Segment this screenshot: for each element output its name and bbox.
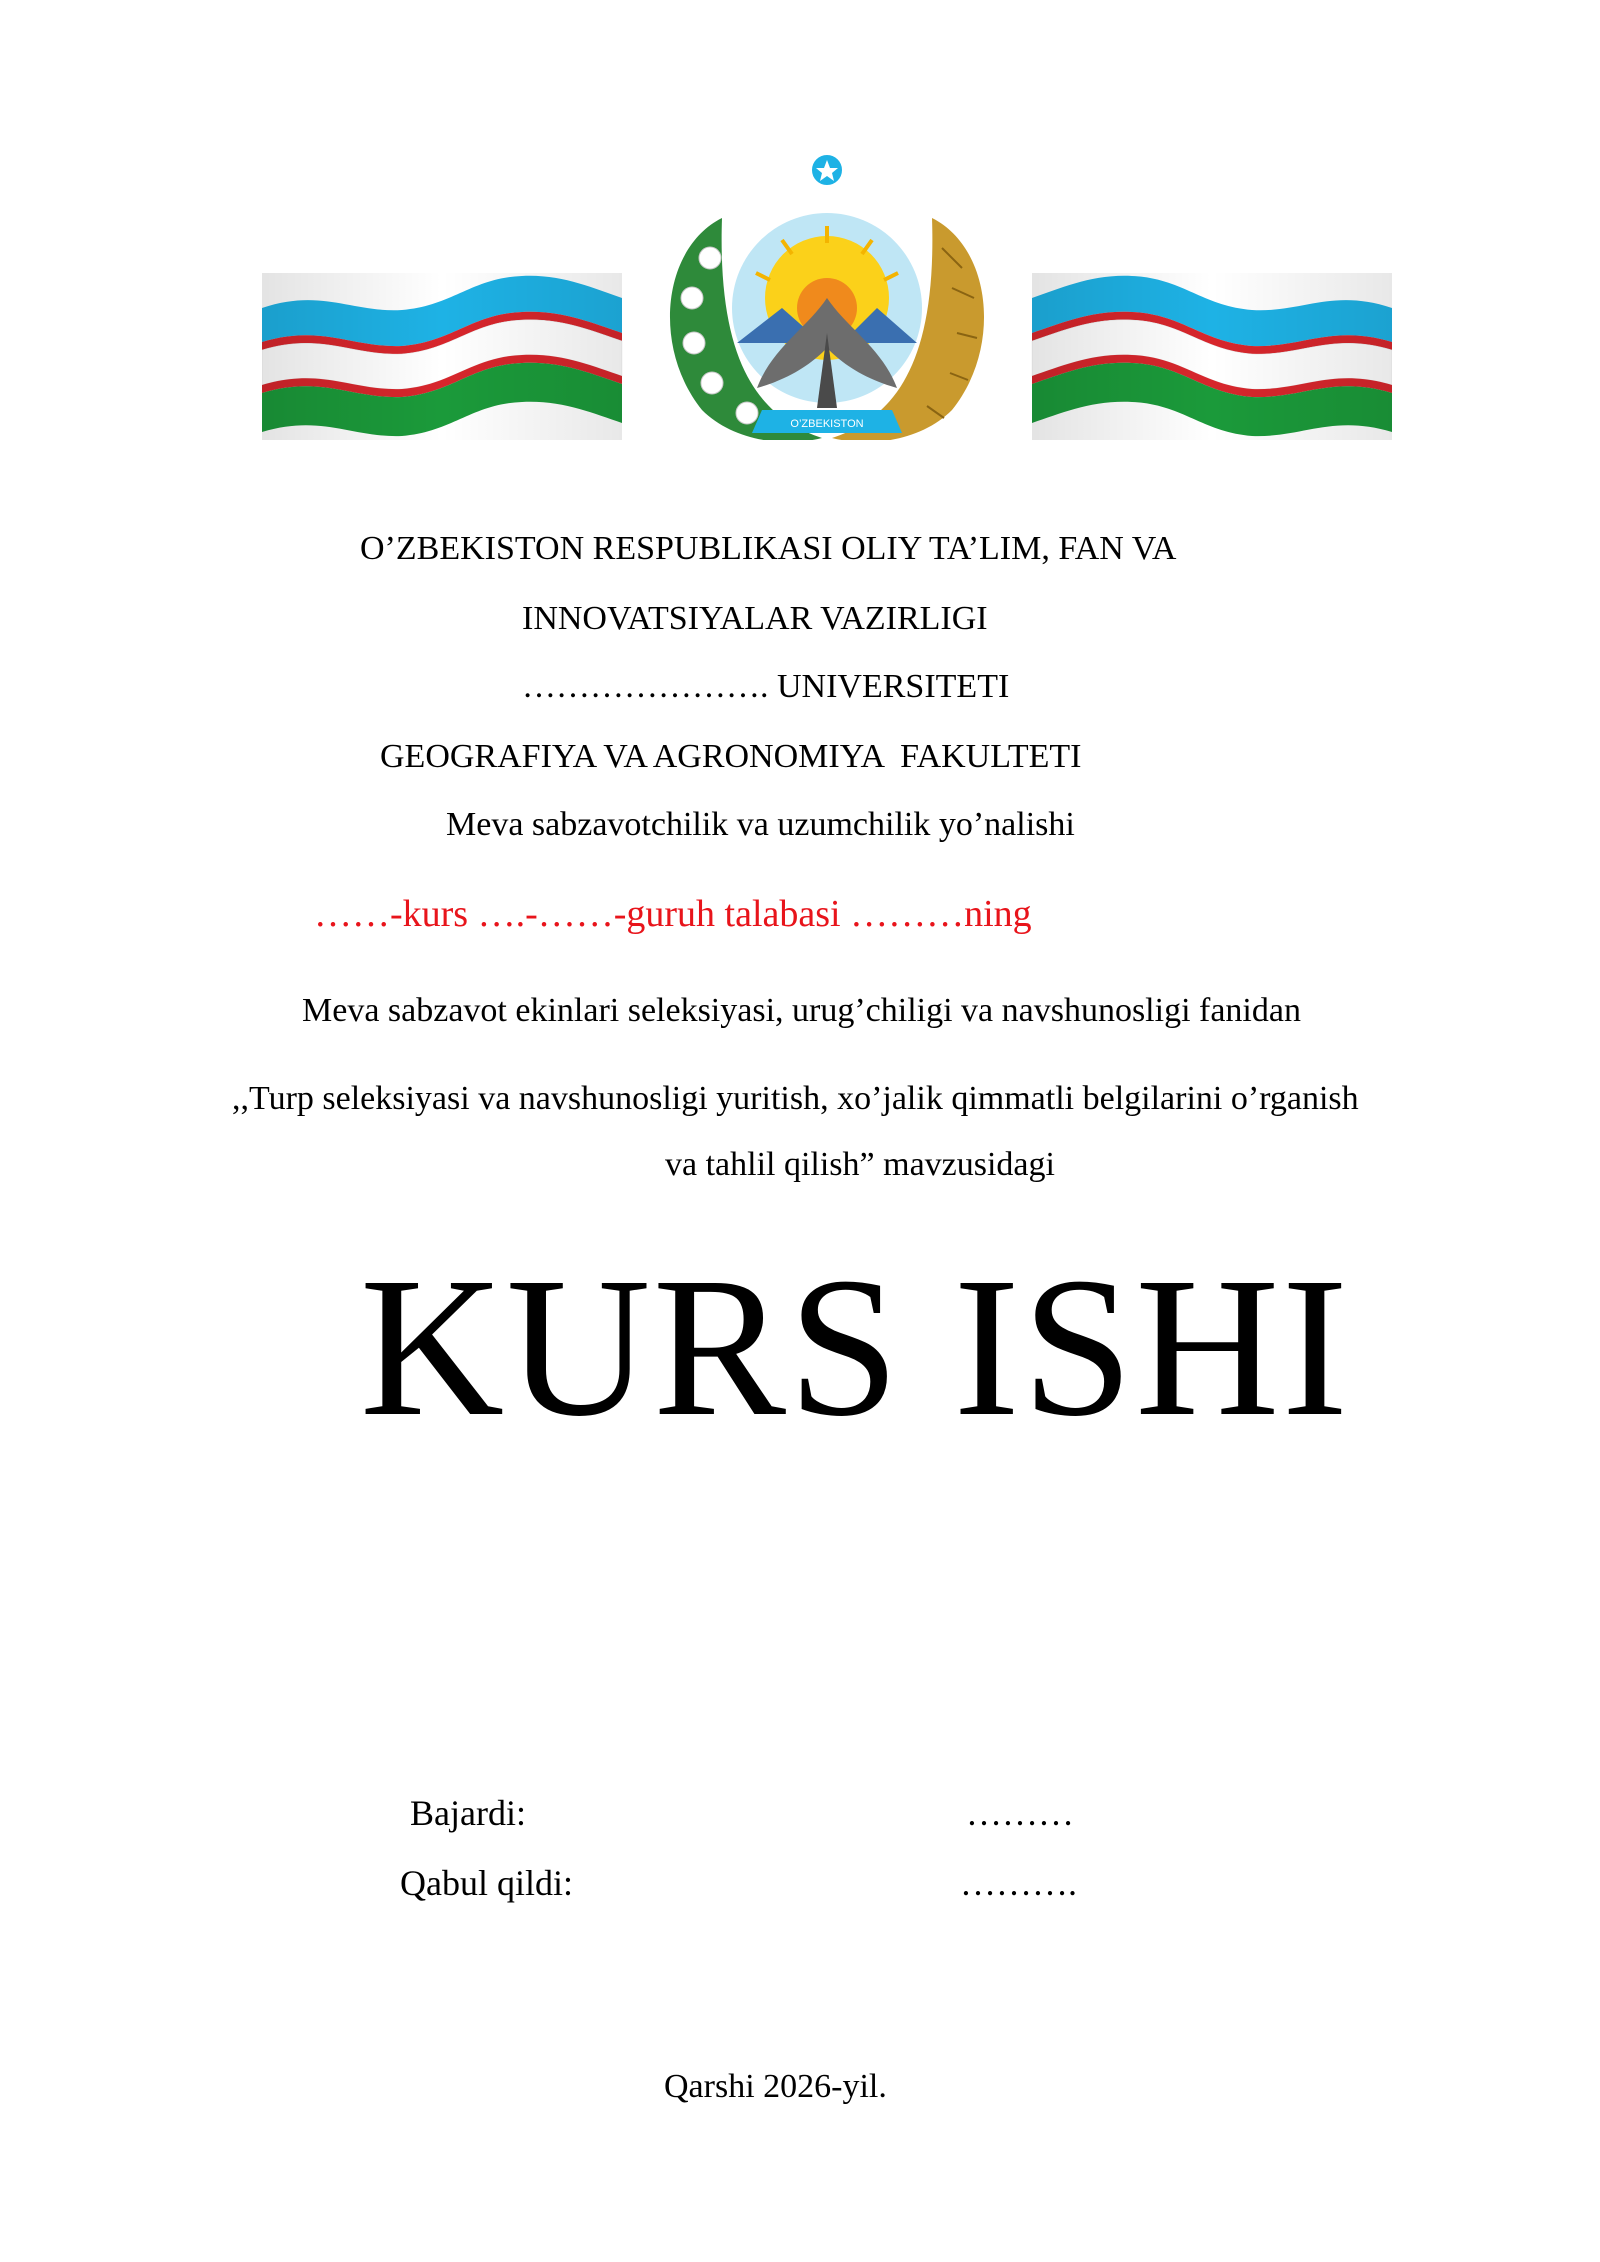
ministry-title-line1: O’ZBEKISTON RESPUBLIKASI OLIY TA’LIM, FAN VA (360, 530, 1177, 567)
emblem-svg (262, 148, 1392, 440)
study-direction: Meva sabzavotchilik va uzumchilik yo’nalishi (446, 806, 1075, 843)
state-emblem-flag-banner (262, 148, 1392, 440)
city-year-footer: Qarshi 2026-yil. (664, 2068, 887, 2105)
faculty-name: GEOGRAFIYA VA AGRONOMIYA FAKULTETI (380, 738, 1082, 775)
student-info-line: ……-kurs ….-……-guruh talabasi ………ning (314, 893, 1032, 935)
done-by-label: Bajardi: (410, 1793, 526, 1833)
accepted-by-label: Qabul qildi: (400, 1863, 573, 1903)
subject-line: Meva sabzavot ekinlari seleksiyasi, urug’chiligi va navshunosligi fanidan (302, 992, 1301, 1029)
emblem-ribbon-text: O’ZBEKISTON (790, 418, 864, 430)
ministry-title-line2: INNOVATSIYALAR VAZIRLIGI (522, 600, 988, 637)
coat-of-arms (670, 154, 984, 440)
left-flag (262, 273, 622, 440)
theme-line-2: va tahlil qilish” mavzusidagi (665, 1146, 1055, 1183)
document-title: KURS ISHI (359, 1237, 1351, 1458)
accepted-by-value: ………. (960, 1863, 1077, 1903)
right-flag (1032, 273, 1392, 440)
done-by-value: ……… (966, 1793, 1074, 1833)
university-name: …………………. UNIVERSITETI (522, 668, 1010, 705)
theme-line-1: ,,Turp seleksiyasi va navshunosligi yuritish, xo’jalik qimmatli belgilarini o’rganish (232, 1080, 1359, 1117)
